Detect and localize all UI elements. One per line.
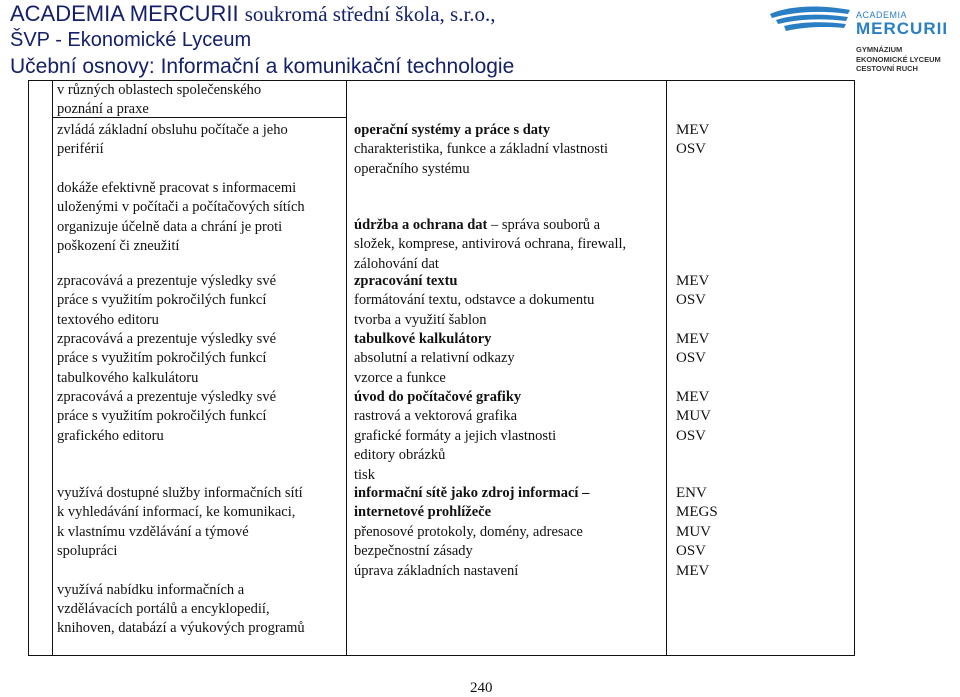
code-block: [676, 388, 711, 446]
code-item: OSV: [676, 543, 707, 560]
document-title: Učební osnovy: Informační a komunikační technologie: [10, 55, 515, 78]
column-divider: [666, 80, 667, 655]
page-number: 240: [470, 680, 493, 696]
code-block: [676, 121, 709, 160]
column-divider: [52, 80, 53, 655]
code-block: [676, 272, 709, 311]
outcome-block: [57, 81, 261, 120]
outcome-line: dokáže efektivně pracovat s informacemi: [57, 179, 297, 196]
code-item: MUV: [676, 523, 712, 540]
outcome-line: spolupráci: [57, 543, 118, 560]
code-item: MEV: [676, 273, 710, 289]
outcome-line: využívá dostupné služby informačních sítí: [57, 485, 303, 501]
code-item: MEGS: [676, 504, 718, 521]
column-divider: [346, 80, 347, 655]
code-item: MEV: [676, 562, 710, 579]
topic-line: grafické formáty a jejich vlastnosti: [354, 427, 557, 444]
code-block: [676, 484, 718, 581]
outcome-line: knihoven, databází a výukových programů: [57, 620, 305, 637]
outcome-line: v různých oblastech společenského: [57, 82, 262, 98]
outcome-line: poškození či zneužití: [57, 238, 180, 255]
outcome-line: organizuje účelně data a chrání je proti: [57, 219, 283, 235]
topic-block: [354, 484, 589, 581]
program-name: ŠVP - Ekonomické Lyceum: [10, 29, 252, 51]
school-name: [10, 3, 496, 25]
topic-line: rastrová a vektorová grafika: [354, 408, 518, 425]
outcome-block: [57, 121, 305, 218]
logo-subtitles: [856, 45, 941, 74]
topic-inline: – správa souborů a: [487, 217, 601, 233]
code-item: MUV: [676, 408, 712, 425]
topic-block: [354, 388, 556, 485]
outcome-line: periférií: [57, 141, 104, 158]
code-item: MEV: [676, 389, 710, 405]
outcome-line: k vlastnímu vzdělávání a týmové: [57, 523, 249, 540]
outcome-block: [57, 218, 282, 257]
topic-block: [354, 330, 515, 388]
outcome-line: zpracovává a prezentuje výsledky své: [57, 389, 277, 405]
topic-block: [354, 121, 608, 179]
logo-small-text: ACADEMIA: [856, 10, 908, 20]
topic-heading: údržba a ochrana dat: [354, 217, 488, 233]
outcome-line: práce s využitím pokročilých funkcí: [57, 408, 267, 425]
code-item: ENV: [676, 485, 707, 501]
topic-line: zálohování dat: [354, 255, 439, 272]
topic-heading: úvod do počítačové grafiky: [354, 389, 522, 405]
code-item: OSV: [676, 427, 707, 444]
outcome-line: práce s využitím pokročilých funkcí: [57, 350, 267, 367]
topic-heading: informační sítě jako zdroj informací –: [354, 485, 590, 501]
topic-line: tisk: [354, 466, 375, 483]
outcome-line: k vyhledávání informací, ke komunikaci,: [57, 504, 296, 521]
topic-line: vzorce a funkce: [354, 369, 446, 386]
outcome-line: uloženými v počítači a počítačových sítích: [57, 199, 305, 216]
outcome-block: [57, 388, 276, 446]
academia-mercurii-logo: [768, 4, 954, 74]
topic-heading: tabulkové kalkulátory: [354, 331, 492, 347]
topic-line: operačního systému: [354, 160, 470, 177]
topic-line: tvorba a využití šablon: [354, 311, 487, 328]
outcome-line: zpracovává a prezentuje výsledky své: [57, 273, 277, 289]
outcome-line: poznání a praxe: [57, 101, 149, 118]
code-item: OSV: [676, 292, 707, 309]
topic-heading: internetové prohlížeče: [354, 504, 492, 521]
outcome-line: tabulkového kalkulátoru: [57, 369, 199, 386]
topic-line: formátování textu, odstavce a dokumentu: [354, 292, 595, 309]
code-item: MEV: [676, 331, 710, 347]
outcome-line: využívá nabídku informačních a: [57, 581, 245, 598]
topic-heading: zpracování textu: [354, 273, 458, 289]
topic-line: bezpečnostní zásady: [354, 543, 473, 560]
outcome-line: vzdělávacích portálů a encyklopedií,: [57, 601, 270, 618]
topic-block: [354, 272, 594, 330]
outcome-line: zpracovává a prezentuje výsledky své: [57, 331, 277, 347]
outcome-line: textového editoru: [57, 311, 159, 328]
topic-line: absolutní a relativní odkazy: [354, 350, 515, 367]
code-block: [676, 330, 709, 369]
topic-line: úprava základních nastavení: [354, 562, 519, 579]
code-item: OSV: [676, 350, 707, 367]
outcome-block: [57, 330, 276, 388]
wing-icon: [768, 4, 852, 44]
code-item: MEV: [676, 122, 710, 138]
topic-heading: operační systémy a práce s daty: [354, 122, 551, 138]
school-name-main: ACADEMIA MERCURII: [10, 1, 239, 26]
logo-line: CESTOVNÍ RUCH: [856, 64, 918, 73]
topic-line: editory obrázků: [354, 447, 446, 464]
topic-block: [354, 216, 626, 274]
outcome-line: grafického editoru: [57, 427, 164, 444]
school-name-sub: soukromá střední škola, s.r.o.,: [244, 2, 496, 26]
outcome-line: práce s využitím pokročilých funkcí: [57, 292, 267, 309]
code-item: OSV: [676, 141, 707, 158]
topic-line: složek, komprese, antivirová ochrana, firewall,: [354, 236, 627, 253]
topic-line: přenosové protokoly, domény, adresace: [354, 523, 583, 540]
logo-line: EKONOMICKÉ LYCEUM: [856, 54, 941, 64]
logo-line: GYMNÁZIUM: [856, 45, 903, 54]
outcome-block: [57, 272, 276, 330]
logo-big-text: MERCURII: [856, 19, 949, 38]
outcome-block: [57, 484, 305, 639]
topic-line: charakteristika, funkce a základní vlastnosti: [354, 141, 609, 158]
outcome-line: zvládá základní obsluhu počítače a jeho: [57, 122, 288, 138]
